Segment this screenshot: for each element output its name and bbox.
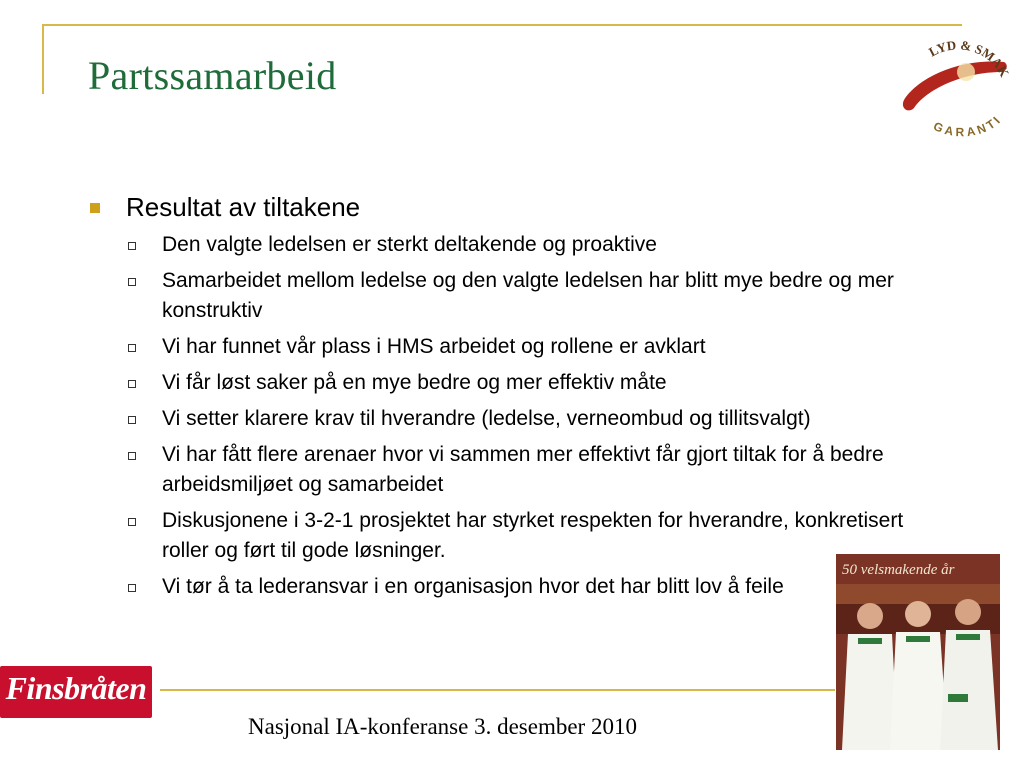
finsbraten-logo-icon — [0, 666, 152, 718]
top-divider — [42, 24, 962, 26]
list-item — [88, 266, 922, 326]
square-bullet-icon — [90, 203, 100, 213]
three-butchers-photo-icon — [836, 554, 1000, 750]
box-bullet-icon — [128, 584, 136, 592]
bottom-divider — [160, 689, 835, 691]
logo-bottom-text: GARANTI — [931, 111, 1005, 140]
box-bullet-icon — [128, 518, 136, 526]
box-bullet-icon — [128, 344, 136, 352]
finsbraten-logo-text: Finsbråten — [5, 670, 147, 706]
slide-title: Partssamarbeid — [88, 53, 337, 98]
list-item-text: Diskusjonene i 3-2-1 prosjektet har styrket respekten for hverandre, konkretisert roller og ført til gode løsninger. — [162, 509, 904, 562]
list-item — [88, 440, 922, 500]
list-item — [88, 404, 922, 434]
bullet-level1 — [88, 190, 928, 224]
box-bullet-icon — [128, 452, 136, 460]
list-item-text: Den valgte ledelsen er sterkt deltakende og proaktive — [162, 233, 657, 256]
list-item-text: Vi har funnet vår plass i HMS arbeidet og rollene er avklart — [162, 335, 706, 358]
bullet-level1-text: Resultat av tiltakene — [126, 192, 361, 222]
photo-illustration — [836, 554, 1000, 750]
box-bullet-icon — [128, 278, 136, 286]
logo-top-text: LYD & SMAK — [926, 40, 1013, 80]
list-item-text: Samarbeidet mellom ledelse og den valgte ledelsen har blitt mye bedre og mer konstruktiv — [162, 269, 894, 322]
photo-caption: 50 velsmakende år — [842, 562, 955, 578]
box-bullet-icon — [128, 380, 136, 388]
list-item — [88, 368, 922, 398]
list-item — [88, 230, 922, 260]
list-item-text: Vi har fått flere arenaer hvor vi sammen mer effektivt får gjort tiltak for å bedre arbeidsmiljøet og samarbeidet — [162, 443, 884, 496]
left-divider — [42, 24, 44, 94]
list-item-text: Vi setter klarere krav til hverandre (ledelse, verneombud og tillitsvalgt) — [162, 407, 811, 430]
box-bullet-icon — [128, 416, 136, 424]
box-bullet-icon — [128, 242, 136, 250]
lyd-og-smak-garanti-logo-icon — [896, 40, 1018, 152]
list-item — [88, 572, 922, 602]
list-item — [88, 506, 922, 566]
list-item-text: Vi får løst saker på en mye bedre og mer effektiv måte — [162, 371, 667, 394]
list-item — [88, 332, 922, 362]
footer-text: Nasjonal IA-konferanse 3. desember 2010 — [248, 714, 637, 739]
bullet-list — [88, 190, 928, 608]
list-item-text: Vi tør å ta lederansvar i en organisasjon hvor det har blitt lov å feile — [162, 575, 784, 598]
